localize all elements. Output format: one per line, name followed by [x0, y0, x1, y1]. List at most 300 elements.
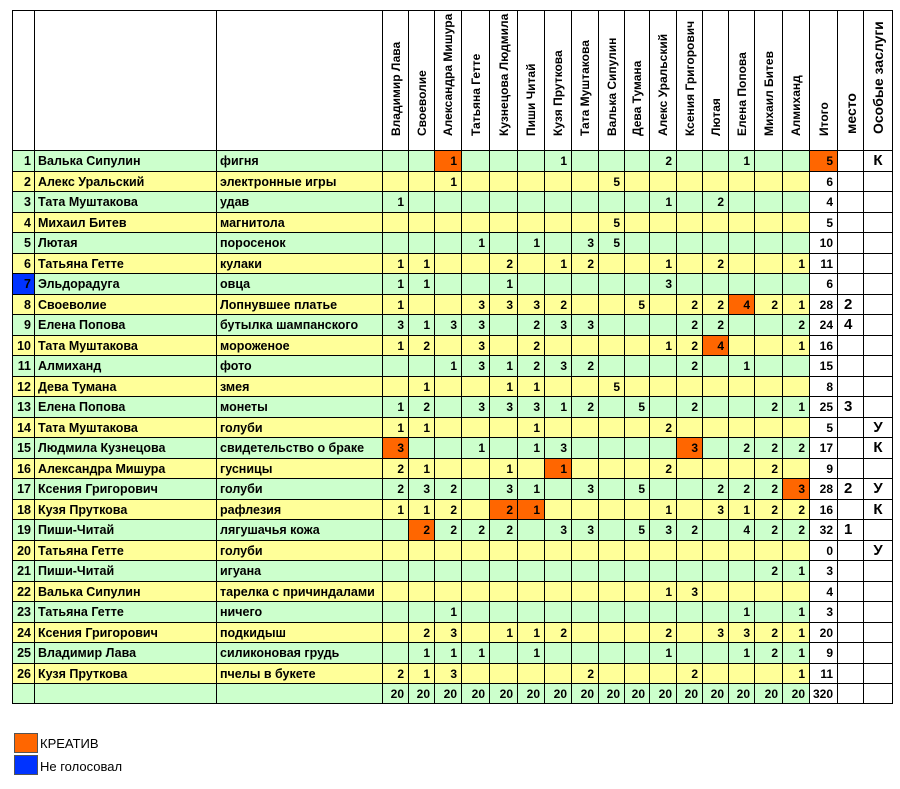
header-voter-11 [650, 10, 677, 151]
row-total: 17 [810, 438, 838, 459]
vote-cell: 1 [462, 233, 490, 254]
vote-cell [703, 459, 729, 480]
vote-cell [572, 213, 599, 234]
vote-cell [650, 479, 677, 500]
vote-cell [729, 377, 755, 398]
vote-cell [462, 582, 490, 603]
vote-cell: 2 [409, 520, 435, 541]
vote-cell [545, 233, 572, 254]
vote-cell [703, 233, 729, 254]
vote-cell: 2 [755, 438, 783, 459]
vote-cell [572, 377, 599, 398]
row-merit [864, 172, 893, 193]
vote-cell [383, 602, 409, 623]
vote-cell: 2 [755, 500, 783, 521]
vote-cell [435, 213, 462, 234]
row-place: 4 [838, 315, 864, 336]
totals-merit [864, 684, 893, 704]
vote-cell [650, 438, 677, 459]
vote-cell: 5 [625, 479, 650, 500]
row-total: 25 [810, 397, 838, 418]
vote-cell [677, 213, 703, 234]
vote-cell: 2 [490, 254, 518, 275]
totals-grand-total: 320 [810, 684, 838, 704]
row-index: 18 [12, 500, 35, 521]
vote-cell [703, 397, 729, 418]
vote-cell: 5 [599, 377, 625, 398]
vote-cell [625, 500, 650, 521]
vote-cell [729, 561, 755, 582]
row-item: пчелы в букете [217, 664, 383, 685]
vote-cell: 1 [650, 254, 677, 275]
vote-cell [650, 541, 677, 562]
row-author: Валька Сипулин [35, 151, 217, 172]
vote-cell [490, 418, 518, 439]
vote-cell: 3 [572, 315, 599, 336]
vote-cell [383, 520, 409, 541]
row-total: 6 [810, 172, 838, 193]
vote-cell [703, 561, 729, 582]
vote-cell [383, 172, 409, 193]
vote-cell [625, 233, 650, 254]
vote-cell [462, 377, 490, 398]
vote-cell: 2 [677, 336, 703, 357]
row-merit: У [864, 418, 893, 439]
vote-cell [625, 623, 650, 644]
vote-cell [677, 274, 703, 295]
vote-cell: 1 [650, 582, 677, 603]
row-place [838, 172, 864, 193]
row-place [838, 418, 864, 439]
vote-cell [625, 172, 650, 193]
row-item: ничего [217, 602, 383, 623]
vote-cell: 3 [435, 623, 462, 644]
vote-cell [755, 336, 783, 357]
row-total: 5 [810, 418, 838, 439]
vote-cell: 2 [383, 459, 409, 480]
vote-cell: 2 [518, 356, 545, 377]
vote-cell [572, 643, 599, 664]
row-place [838, 664, 864, 685]
vote-cell [545, 213, 572, 234]
row-total: 16 [810, 336, 838, 357]
vote-cell [545, 336, 572, 357]
vote-cell [490, 582, 518, 603]
vote-cell [435, 377, 462, 398]
row-place [838, 541, 864, 562]
row-place [838, 254, 864, 275]
vote-cell [677, 254, 703, 275]
row-total: 11 [810, 664, 838, 685]
row-total: 32 [810, 520, 838, 541]
vote-cell: 2 [383, 664, 409, 685]
vote-cell [599, 500, 625, 521]
vote-cell [462, 500, 490, 521]
totals-vote-cell: 20 [783, 684, 810, 704]
row-merit [864, 602, 893, 623]
row-merit [864, 295, 893, 316]
vote-cell [677, 541, 703, 562]
row-author: Эльдорадуга [35, 274, 217, 295]
header-voter-7-label: Кузя Пруткова [551, 50, 565, 136]
vote-cell [755, 664, 783, 685]
row-place [838, 459, 864, 480]
vote-cell [545, 274, 572, 295]
row-total: 10 [810, 233, 838, 254]
row-item: лягушачья кожа [217, 520, 383, 541]
vote-cell: 2 [650, 623, 677, 644]
row-index: 14 [12, 418, 35, 439]
vote-cell [783, 377, 810, 398]
totals-vote-cell: 20 [625, 684, 650, 704]
row-merit: У [864, 479, 893, 500]
vote-cell [518, 213, 545, 234]
vote-cell [409, 233, 435, 254]
vote-cell: 1 [783, 623, 810, 644]
vote-cell [490, 192, 518, 213]
vote-cell [703, 151, 729, 172]
vote-cell [490, 643, 518, 664]
vote-cell: 2 [383, 479, 409, 500]
row-total: 9 [810, 459, 838, 480]
vote-cell [625, 356, 650, 377]
row-merit [864, 643, 893, 664]
vote-cell [703, 582, 729, 603]
vote-cell [650, 356, 677, 377]
vote-cell: 3 [545, 356, 572, 377]
vote-cell [755, 377, 783, 398]
vote-cell: 1 [435, 356, 462, 377]
vote-cell: 2 [650, 418, 677, 439]
row-merit [864, 233, 893, 254]
header-voter-2-label: Своеволие [414, 70, 429, 136]
vote-cell [599, 336, 625, 357]
row-merit [864, 315, 893, 336]
header-voter-7 [545, 10, 572, 151]
row-merit [864, 520, 893, 541]
row-place [838, 623, 864, 644]
vote-cell: 1 [383, 397, 409, 418]
vote-cell [462, 172, 490, 193]
vote-cell [383, 623, 409, 644]
vote-cell [625, 192, 650, 213]
vote-cell [677, 459, 703, 480]
vote-cell: 5 [625, 520, 650, 541]
vote-cell [599, 602, 625, 623]
vote-cell: 4 [729, 295, 755, 316]
vote-cell [755, 315, 783, 336]
vote-cell [599, 418, 625, 439]
vote-cell [625, 315, 650, 336]
row-place [838, 438, 864, 459]
row-index: 11 [12, 356, 35, 377]
header-voter-10-label: Дева Тумана [630, 60, 644, 136]
row-index: 22 [12, 582, 35, 603]
vote-cell: 1 [435, 151, 462, 172]
row-index: 15 [12, 438, 35, 459]
row-place [838, 500, 864, 521]
row-merit: К [864, 151, 893, 172]
row-index: 1 [12, 151, 35, 172]
row-total: 3 [810, 561, 838, 582]
vote-cell [409, 172, 435, 193]
vote-cell: 1 [409, 418, 435, 439]
vote-cell: 3 [572, 479, 599, 500]
header-total [810, 10, 838, 151]
vote-cell: 1 [409, 664, 435, 685]
vote-cell [490, 664, 518, 685]
vote-cell: 2 [783, 500, 810, 521]
vote-cell [572, 602, 599, 623]
row-author: Тата Муштакова [35, 192, 217, 213]
vote-cell [650, 561, 677, 582]
row-author: Тата Муштакова [35, 336, 217, 357]
vote-cell [409, 151, 435, 172]
row-index: 4 [12, 213, 35, 234]
vote-cell [677, 192, 703, 213]
vote-cell [625, 336, 650, 357]
vote-cell: 2 [490, 520, 518, 541]
vote-cell: 3 [703, 623, 729, 644]
vote-cell [729, 254, 755, 275]
vote-cell: 3 [677, 438, 703, 459]
totals-vote-cell: 20 [462, 684, 490, 704]
vote-cell: 1 [545, 459, 572, 480]
vote-cell: 1 [383, 336, 409, 357]
row-place [838, 582, 864, 603]
vote-cell: 1 [490, 623, 518, 644]
vote-cell [677, 602, 703, 623]
vote-cell [545, 561, 572, 582]
vote-cell [650, 172, 677, 193]
row-author: Михаил Битев [35, 213, 217, 234]
row-item: рафлезия [217, 500, 383, 521]
vote-cell: 1 [783, 254, 810, 275]
vote-cell: 1 [545, 151, 572, 172]
row-merit [864, 254, 893, 275]
row-index: 3 [12, 192, 35, 213]
vote-cell: 5 [625, 397, 650, 418]
vote-cell: 1 [729, 643, 755, 664]
vote-cell: 1 [518, 377, 545, 398]
totals-vote-cell: 20 [409, 684, 435, 704]
vote-cell [755, 582, 783, 603]
vote-cell [729, 664, 755, 685]
vote-cell: 1 [490, 356, 518, 377]
vote-cell [490, 172, 518, 193]
vote-cell [599, 623, 625, 644]
vote-cell [572, 172, 599, 193]
vote-cell [518, 664, 545, 685]
vote-cell [383, 356, 409, 377]
vote-cell: 1 [409, 377, 435, 398]
row-author: Кузя Пруткова [35, 500, 217, 521]
totals-vote-cell: 20 [729, 684, 755, 704]
row-merit [864, 213, 893, 234]
header-voter-5-label: Кузнецова Людмила [496, 13, 511, 136]
row-item: удав [217, 192, 383, 213]
vote-cell: 3 [383, 315, 409, 336]
vote-cell [435, 541, 462, 562]
legend-not-voted-label: Не голосовал [40, 759, 123, 774]
vote-cell [435, 192, 462, 213]
vote-cell: 2 [409, 397, 435, 418]
vote-cell [599, 315, 625, 336]
row-author: Пиши-Читай [35, 520, 217, 541]
vote-cell [755, 172, 783, 193]
vote-cell: 1 [409, 500, 435, 521]
vote-cell [572, 561, 599, 582]
vote-cell: 2 [435, 479, 462, 500]
vote-cell: 2 [677, 295, 703, 316]
vote-cell [599, 479, 625, 500]
vote-cell [409, 438, 435, 459]
row-place [838, 213, 864, 234]
row-author: Алекс Уральский [35, 172, 217, 193]
totals-vote-cell: 20 [755, 684, 783, 704]
vote-cell: 3 [545, 520, 572, 541]
vote-cell [572, 582, 599, 603]
vote-cell [518, 520, 545, 541]
row-index: 10 [12, 336, 35, 357]
row-author: Своеволие [35, 295, 217, 316]
vote-cell [518, 151, 545, 172]
vote-cell [435, 582, 462, 603]
row-merit [864, 623, 893, 644]
vote-cell [462, 541, 490, 562]
vote-cell [625, 438, 650, 459]
vote-cell [703, 438, 729, 459]
vote-cell [599, 397, 625, 418]
vote-cell: 1 [650, 336, 677, 357]
totals-vote-cell: 20 [435, 684, 462, 704]
vote-cell [677, 479, 703, 500]
vote-cell [729, 541, 755, 562]
row-total: 0 [810, 541, 838, 562]
vote-cell [650, 233, 677, 254]
header-total-label: Итого [816, 102, 831, 136]
vote-cell [409, 356, 435, 377]
vote-cell [599, 643, 625, 664]
vote-cell [545, 500, 572, 521]
vote-cell [599, 274, 625, 295]
vote-cell [490, 602, 518, 623]
vote-cell [650, 664, 677, 685]
vote-cell [409, 602, 435, 623]
row-index: 17 [12, 479, 35, 500]
row-index: 12 [12, 377, 35, 398]
vote-cell: 1 [783, 295, 810, 316]
vote-cell [755, 602, 783, 623]
vote-cell: 3 [572, 520, 599, 541]
row-total: 9 [810, 643, 838, 664]
vote-cell [462, 418, 490, 439]
vote-cell: 2 [783, 438, 810, 459]
vote-cell [462, 213, 490, 234]
totals-vote-cell: 20 [677, 684, 703, 704]
header-voter-16-label: Алмиханд [789, 75, 803, 136]
vote-cell [545, 418, 572, 439]
vote-cell [409, 541, 435, 562]
vote-cell: 1 [518, 643, 545, 664]
vote-cell [729, 336, 755, 357]
vote-cell: 1 [409, 643, 435, 664]
vote-cell: 2 [755, 520, 783, 541]
vote-cell [572, 295, 599, 316]
vote-cell [545, 541, 572, 562]
vote-cell [755, 274, 783, 295]
row-total: 8 [810, 377, 838, 398]
vote-cell [783, 356, 810, 377]
vote-cell: 5 [599, 233, 625, 254]
vote-cell [625, 643, 650, 664]
vote-cell: 2 [409, 336, 435, 357]
vote-cell [572, 541, 599, 562]
vote-cell [703, 172, 729, 193]
vote-cell [783, 172, 810, 193]
vote-cell [783, 192, 810, 213]
row-merit [864, 459, 893, 480]
row-place [838, 233, 864, 254]
vote-cell [545, 602, 572, 623]
vote-cell [703, 356, 729, 377]
vote-cell: 1 [409, 459, 435, 480]
vote-cell: 2 [783, 315, 810, 336]
vote-cell: 1 [383, 500, 409, 521]
totals-vote-cell: 20 [383, 684, 409, 704]
vote-cell [729, 233, 755, 254]
vote-cell [490, 541, 518, 562]
vote-cell [703, 541, 729, 562]
vote-cell [625, 459, 650, 480]
vote-cell: 1 [518, 418, 545, 439]
vote-cell: 1 [518, 233, 545, 254]
vote-cell: 2 [572, 664, 599, 685]
row-author: Татьяна Гетте [35, 602, 217, 623]
vote-cell: 3 [650, 520, 677, 541]
vote-cell: 2 [703, 315, 729, 336]
vote-cell [783, 582, 810, 603]
row-item: овца [217, 274, 383, 295]
header-voter-12-label: Ксения Григорович [682, 20, 697, 136]
vote-cell [755, 151, 783, 172]
vote-cell: 1 [650, 500, 677, 521]
row-item: голуби [217, 541, 383, 562]
vote-cell [677, 172, 703, 193]
row-author: Владимир Лава [35, 643, 217, 664]
vote-cell: 2 [755, 397, 783, 418]
vote-cell [783, 151, 810, 172]
vote-cell [599, 295, 625, 316]
header-voter-6-label: Пиши Читай [524, 63, 538, 136]
totals-vote-cell: 20 [545, 684, 572, 704]
row-author: Ксения Григорович [35, 479, 217, 500]
row-merit [864, 377, 893, 398]
header-place [838, 10, 864, 151]
vote-cell [755, 418, 783, 439]
row-item: голуби [217, 479, 383, 500]
row-place [838, 561, 864, 582]
totals-vote-cell: 20 [518, 684, 545, 704]
vote-cell [729, 213, 755, 234]
vote-cell: 1 [409, 254, 435, 275]
vote-cell: 3 [462, 315, 490, 336]
row-item: змея [217, 377, 383, 398]
row-place [838, 274, 864, 295]
vote-cell: 2 [755, 643, 783, 664]
row-place: 2 [838, 479, 864, 500]
vote-cell [518, 582, 545, 603]
